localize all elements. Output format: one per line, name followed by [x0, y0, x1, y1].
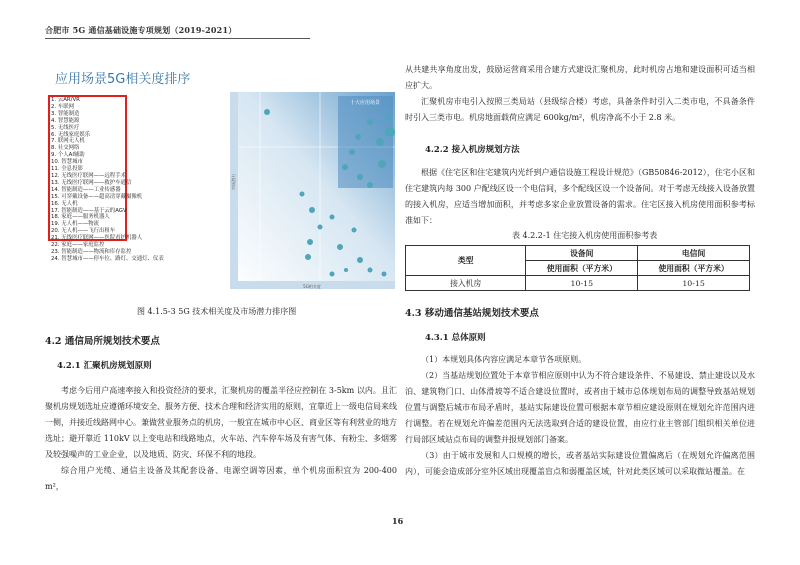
right-body-bottom — [405, 352, 755, 480]
list-item: 4. 智慧能源 — [51, 117, 80, 124]
point-smart-energy — [378, 160, 386, 168]
paragraph: （3）由于城市发展和人口规模的增长，或者基站实际建设位置偏离后（在规划允许偏离范围内），可能会造成部分室外区域出现覆盖盲点和弱覆盖区域，针对此类区域可以采取微站覆盖。在 — [405, 451, 755, 476]
point-care-robot — [368, 268, 373, 273]
table-row — [406, 246, 750, 261]
point-social-network — [385, 114, 391, 120]
point-wearable-camera — [330, 215, 335, 220]
point-home-monitoring — [352, 228, 357, 233]
table-cell: 接入机房 — [406, 276, 526, 291]
section-heading-4-3-1: 4.3.1 总体原则 — [425, 333, 486, 343]
point-personal-ai — [355, 134, 361, 140]
access-room-table — [405, 245, 750, 291]
point-logistics-monitoring — [382, 272, 387, 277]
point-industrial-sensor — [309, 207, 315, 213]
table-row — [406, 276, 750, 291]
list-item: 17. 智能制造——基于云的AGV — [51, 207, 127, 214]
table-subheader: 使用面积（平方米） — [638, 261, 750, 276]
list-item: 22. 家庭——家庭监控 — [51, 242, 105, 249]
point-service-robot — [337, 244, 343, 250]
scenario-list — [51, 97, 164, 263]
point-wireless-medical — [357, 174, 363, 180]
list-item: 20. 无人机——飞行出租车 — [51, 228, 116, 235]
list-item: 16. 无人机 — [51, 200, 78, 207]
list-item: 13. 无线医疗联网——救护车通信 — [51, 179, 132, 186]
list-item: 24. 智慧城市——停车位、路灯、交通灯、仪表 — [51, 255, 164, 262]
list-item: 2. 车联网 — [51, 103, 75, 110]
table-header-type: 类型 — [406, 246, 526, 276]
list-item: 12. 无线医疗联网——远程手术 — [51, 172, 126, 179]
point-remote-surgery — [307, 239, 313, 245]
list-item: 3. 智能制造 — [51, 110, 80, 117]
point-cloud-ar-vr — [385, 127, 395, 137]
list-item: 10. 智慧城市 — [51, 159, 83, 166]
point-flying-taxi — [330, 272, 335, 277]
paragraph: 综合用户光缆、通信主设备及其配套设备、电源空调等因素，单个机房面积宜为 200-400 m²， — [45, 466, 397, 491]
list-item: 6. 无线家庭娱乐 — [51, 131, 91, 138]
chart-label-y: 市场潜力 — [231, 174, 236, 190]
list-item: 5. 无线医疗 — [51, 124, 80, 131]
figure-caption: 图 4.1.5-3 5G 技术相关度及市场潜力排序图 — [137, 307, 297, 316]
table-header-telecom-room: 电信间 — [638, 246, 750, 261]
point-smart-manufacturing — [367, 119, 373, 125]
paragraph: 考虑今后用户高速率接入和投资经济的要求，汇聚机房的覆盖半径应控制在 3-5km 以内。且汇聚机房规划选址应遵循环境安全、服务方便、技术合理和经济实用的原则，宜靠近上一级电信局来线一侧，并接近线路网中心。兼做营业服务点的机房，一般宜在城市中心区、商业区等有利营业的地方选址；避开靠近 110kV 以上变电站和线路地点，火车站、汽车停车场及有害气体、有粉尘、多烟雾及较强噪声的工业企业，以及地质、防灾、环保不利的地段。 — [45, 386, 397, 459]
point-home-entertainment — [349, 149, 355, 155]
list-item: 23. 智能制造——物流和库存监控 — [51, 248, 132, 255]
point-hologram — [264, 109, 270, 115]
paragraph: 根据《住宅区和住宅建筑内光纤到户通信设施工程设计规范》（GB50846-2012），住宅小区和住宅建筑内每 300 户配线区设一个电信间，多个配线区设一个设备间。对于考虑无线接入设备放置的接入机房，应适当增加面积，并考虑多家企业放置设备的需求。住宅区接入机房使用面积参考标准如下： — [405, 168, 755, 225]
figure-relevance-ranking — [45, 62, 395, 297]
table-subheader: 使用面积（平方米） — [526, 261, 638, 276]
paragraph: 从共建共享角度出发，鼓励运营商采用合建方式建设汇聚机房，此时机房占地和建设面积可适当相应扩大。 — [405, 65, 755, 90]
scatter-chart — [220, 92, 400, 297]
list-item: 21. 无线医疗联网——医院看护机器人 — [51, 235, 143, 242]
point-cloud-agv — [300, 192, 305, 197]
running-header: 合肥市 5G 通信基础设施专项规划（2019-2021） — [45, 25, 237, 35]
list-item: 7. 联网无人机 — [51, 138, 85, 145]
chart-label-x: 5G相关度 — [303, 284, 321, 289]
table-cell: 10-15 — [526, 276, 638, 291]
header-rule — [45, 38, 310, 39]
point-ambulance — [305, 254, 311, 260]
section-heading-4-2: 4.2 通信局所规划技术要点 — [45, 336, 160, 347]
paragraph: （1）本规划具体内容应满足本章节各项原则。 — [421, 355, 587, 364]
point-smart-city — [342, 164, 348, 170]
point-drone — [367, 182, 373, 188]
page-number: 16 — [392, 516, 404, 526]
list-item: 18. 家庭——服务机器人 — [51, 214, 110, 221]
paragraph: 汇聚机房市电引入按照三类局站（县级综合楼）考虑，具备条件时引入二类市电，不具备条件时引入三类市电。机房地面载荷应满足 600kg/m²，机房净高不小于 2.8 米。 — [405, 97, 755, 122]
list-item: 14. 智能制造——工业传感器 — [51, 186, 121, 193]
right-body-mid — [405, 165, 755, 229]
list-item: 15. 可穿戴设备——超高清穿戴摄像机 — [51, 193, 143, 200]
list-item: 8. 社交网络 — [51, 145, 80, 152]
figure-title: 应用场景5G相关度排序 — [55, 72, 191, 87]
table-cell: 10-15 — [638, 276, 750, 291]
point-drone-logistics — [357, 257, 363, 263]
table-caption: 表 4.2.2-1 住宅接入机房使用面积参考表 — [512, 231, 658, 240]
list-item: 9. 个人AI辅助 — [51, 152, 85, 159]
point-unmanned — [318, 225, 323, 230]
top10-zone — [338, 96, 393, 188]
left-body — [45, 383, 397, 495]
paragraph: （2）当基站规划位置处于本章节相应原则中认为不符合建设条件、不易建设、禁止建设以及水泊、建筑物门口、山体滑坡等不适合建设位置时，或者由于城市总体规划布局的调整导致基站规划位置与调整后城市布局矛盾时，基站实际建设位置可根据本章节相应建设原则在规划允许范围内进行调整。若在规划允许偏差范围内无法选取到合适的建设位置，由应行业主管部门组织相关单位进行局部区域站点布局的调整并报规划部门备案。 — [405, 371, 755, 444]
point-vehicle-network — [376, 138, 384, 146]
section-heading-4-3: 4.3 移动通信基站规划技术要点 — [405, 308, 539, 319]
point-parking-lights — [344, 268, 348, 272]
list-item: 1. 云AR/VR — [51, 97, 80, 103]
list-item: 11. 全息投影 — [51, 166, 83, 173]
list-item: 19. 无人机——物流 — [51, 221, 100, 228]
section-heading-4-2-1: 4.2.1 汇聚机房规划原则 — [57, 361, 152, 371]
chart-label-top: 十大应用场景 — [349, 100, 381, 106]
table-header-equipment-room: 设备间 — [526, 246, 638, 261]
section-heading-4-2-2: 4.2.2 接入机房规划方法 — [425, 145, 520, 155]
right-body-top — [405, 62, 755, 126]
